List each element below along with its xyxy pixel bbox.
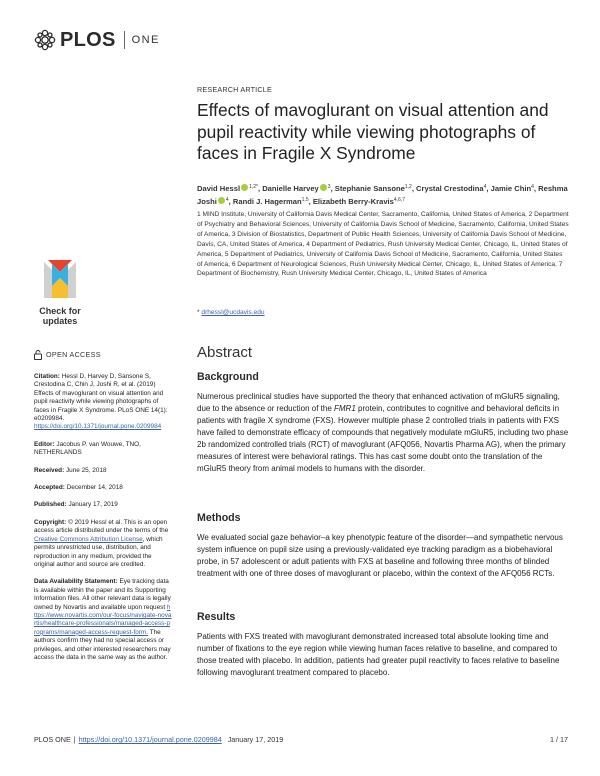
open-lock-icon <box>34 350 42 360</box>
received-block: Received: June 25, 2018 <box>34 466 107 474</box>
citation-doi-link[interactable]: https://doi.org/10.1371/journal.pone.0209984 <box>34 423 162 431</box>
results-paragraph: Patients with FXS treated with mavoglurant demonstrated increased total absolute looking time and number of fixations to the eye region while viewing human faces relative to baseline, and compared to those treated with placebo. In addition, patients had greater pupil reactivity to faces relative to baseline following mavoglurant treatment compared to placebo. <box>197 632 560 677</box>
article-sidebar <box>34 350 172 671</box>
logo-divider <box>124 31 125 49</box>
author[interactable] <box>197 184 258 193</box>
crossmark-icon <box>34 256 86 304</box>
citation-block: Citation: Hessl D, Harvey D, Sansone S, Crestodina C, Chin J, Joshi R, et al. (2019) Effects of mavoglurant on visual attention and pupil reactivity while viewing photographs of faces in Fragile X Syndrome. PLoS ONE 14(1): e0209984. https://doi.org/10.1371/journal.pone.0209984 <box>34 373 168 431</box>
author-affiliation-marks: 1,2* <box>249 184 258 190</box>
accepted-block: Accepted: December 14, 2018 <box>34 484 123 492</box>
plos-one-logo[interactable] <box>34 28 160 52</box>
author-name: Randi J. Hagerman <box>232 196 302 206</box>
footer-doi-link[interactable]: https://doi.org/10.1371/journal.pone.0209984 <box>78 735 222 744</box>
copyright-block: Copyright: © 2019 Hessl et al. This is an open access article distributed under the terms of the Creative Commons Attribution License, which permits unrestricted use, distribution, and reproduction in any medium, provided the original author and source are credited. <box>34 518 169 568</box>
author[interactable] <box>233 197 309 206</box>
footer-date: January 17, 2019 <box>227 735 284 744</box>
crossmark-label: Check for updates <box>39 306 81 326</box>
affiliations: 1 MIND Institute, University of California Davis Medical Center, Sacramento, California, United States of America, 2 Department of Psychiatry and Behavioral Sciences, University of California Davis School of Medicine, Sacramento, California, United States of America, 3 Division of Biostatistics, Department of Public Health Sciences, University of California Davis School of Medicine, Davis, CA, United States of America, 4 Department of Pediatrics, Rush University Medical Center, Chicago, IL, United States of America, 5 Department of Pediatrics, University of California Davis School of Medicine, Sacramento, California, United States of America, 6 Department of Neurological Sciences, Rush University Medical Center, Chicago, IL, United States of America, 7 Department of Biochemistry, Rush University Medical Center, Chicago, IL, United States of America <box>197 211 569 278</box>
author-affiliation-marks: 4 <box>531 184 534 190</box>
methods-paragraph: We evaluated social gaze behavior–a key phenotypic feature of the disorder—and sympathetic nervous system influence on pupil size using a previously-validated eye tracking paradigm as a biobehavioral probe, in 57 adolescent or adult patients with FXS at baseline and following three months of blinded treatment with one of three doses of mavoglurant or placebo, within the context of the AFQ056 RCTs. <box>197 533 563 578</box>
article-title: Effects of mavoglurant on visual attention and pupil reactivity while viewing photographs of faces in Fragile X Syndrome <box>197 100 549 163</box>
methods-heading: Methods <box>197 512 241 524</box>
author[interactable] <box>313 197 405 206</box>
editor-block: Editor: Jacobus P. van Wouwe, TNO, NETHERLANDS <box>34 440 141 457</box>
email-link[interactable]: drhessl@ucdavis.edu <box>201 309 265 316</box>
author-affiliation-marks: 4 <box>483 184 487 190</box>
orcid-icon[interactable] <box>218 197 225 204</box>
author-name: David Hessl <box>197 184 241 193</box>
author[interactable] <box>335 184 412 193</box>
logo-journal: ONE <box>131 34 160 46</box>
open-access-badge: OPEN ACCESS <box>34 350 172 360</box>
corresponding-email: * drhessl@ucdavis.edu <box>197 309 265 316</box>
author[interactable] <box>491 184 534 193</box>
novartis-request-link[interactable]: https://www.novartis.com/our-focus/navigate-novartis/healthcare-professionals/managed-access-programs/managed-access-request-form. <box>34 603 172 636</box>
footer-separator: | <box>73 735 76 744</box>
author-name: Stephanie Sansone <box>334 184 405 193</box>
author-name: Danielle Harvey <box>262 184 319 193</box>
article-type: RESEARCH ARTICLE <box>197 85 272 94</box>
page-footer <box>34 735 568 744</box>
author-affiliation-marks: 1,2 <box>404 184 412 190</box>
page-number: 1 / 17 <box>550 735 568 744</box>
author-affiliation-marks: 3 <box>327 184 331 190</box>
author[interactable] <box>262 184 330 193</box>
author-affiliation-marks: 4,6,7 <box>393 196 406 203</box>
results-heading: Results <box>197 611 236 623</box>
published-block: Published: January 17, 2019 <box>34 501 118 509</box>
footer-journal: PLOS ONE <box>34 735 71 744</box>
cc-license-link[interactable]: Creative Commons Attribution License <box>34 535 143 543</box>
author-name: Jamie Chin <box>490 184 532 193</box>
orcid-icon[interactable] <box>320 184 327 191</box>
author-name: Crystal Crestodina <box>416 184 484 193</box>
background-heading: Background <box>197 371 259 383</box>
author-affiliation-marks: 1,5 <box>301 196 309 203</box>
abstract-heading: Abstract <box>197 344 253 361</box>
data-availability-block: Data Availability Statement: Eye tracking data is available within the paper and its Supporting Information files. All other relevant data is legally owned by Novartis and available upon request https://www.novartis.com/our-focus/navigate-novartis/healthcare-professionals/managed-access-programs/managed-access-request-form. The authors confirm they had no special access or privileges, and other interested researchers may access the data in the same way as the author. <box>34 578 172 661</box>
author-name: Reshma Joshi <box>197 184 568 206</box>
orcid-icon[interactable] <box>241 184 248 191</box>
background-paragraph: Numerous preclinical studies have supported the theory that enhanced activation of mGluR5 signaling, due to the absence or reduction of the FMR1 protein, contributes to cognitive and behavioral deficits in patients with fragile X syndrome (FXS). However multiple phase 2 controlled trials in patients with FXS have failed to demonstrate efficacy of compounds that negatively modulate mGluR5, including two phase 2b randomized controlled trials (RCT) of mavoglurant (AFQ056, Novartis Pharma AG), when the primary measures of interest were behavioral ratings. This has cast some doubt onto the translation of the mGluR5 theory from animal models to humans with the disorder. <box>197 392 569 473</box>
author-list: David Hessl $^{1,2*}$, Danielle Harvey $^3$, Stephanie Sansone$^{1,2}$, Crystal Crestodina$^4$, Jamie Chin$^4$, Reshma Joshi $^4$, Randi J. Hagerman$^{1,5}$, Elizabeth Berry-Kravis$^{4,6,7}$ <box>197 184 568 206</box>
author[interactable] <box>416 184 486 193</box>
author-affiliation-marks: 4 <box>225 196 229 203</box>
check-for-updates-badge[interactable] <box>34 256 86 326</box>
plos-flower-icon <box>34 29 56 51</box>
author-name: Elizabeth Berry-Kravis <box>312 196 394 206</box>
logo-word: PLOS <box>60 28 116 51</box>
